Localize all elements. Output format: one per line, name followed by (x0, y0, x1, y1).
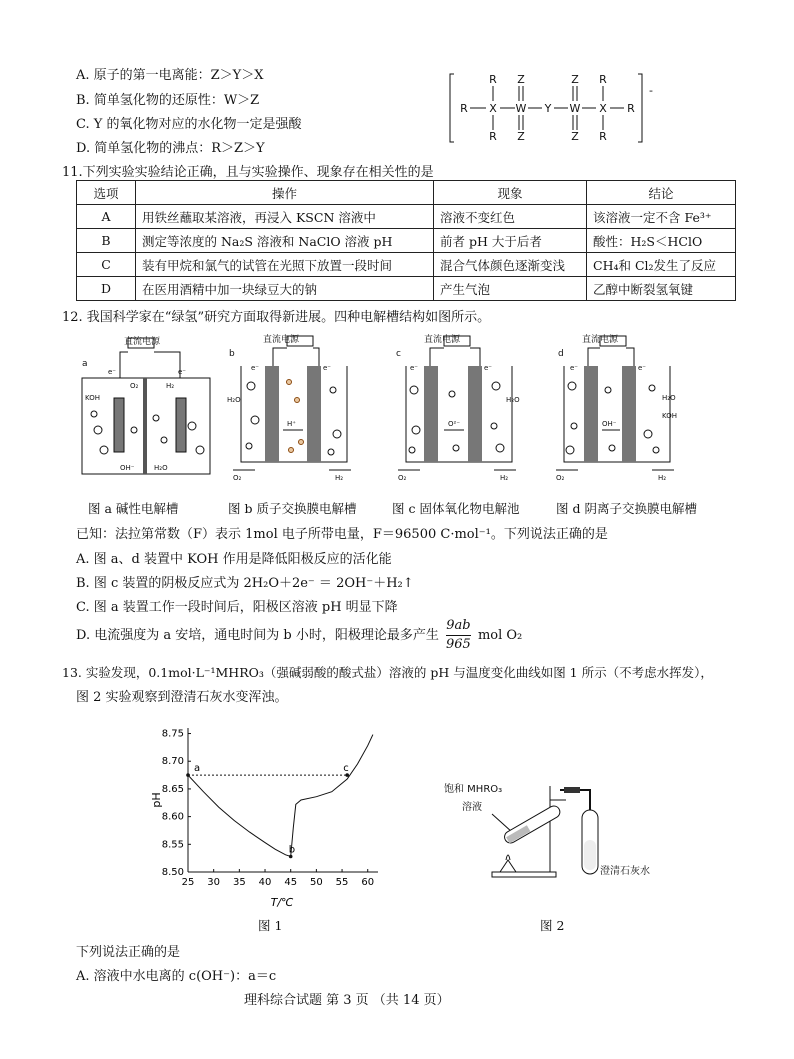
figure-a-alkaline-cell (80, 330, 220, 490)
x-tick-label: 30 (207, 877, 221, 888)
h2o-label: H₂O (154, 464, 168, 472)
atom-z-3: Z (571, 73, 579, 86)
e-label: e⁻ (178, 368, 187, 376)
x-tick-label: 55 (335, 877, 349, 888)
y-tick-label: 8.70 (161, 756, 184, 768)
page-footer: 理科综合试题 第 3 页 （共 14 页） (244, 993, 450, 1008)
q12-option-b: B. 图 c 装置的阴极反应式为 2H₂O＋2e⁻ ＝ 2OH⁻＋H₂↑ (76, 576, 414, 591)
fraction-numerator: 9ab (446, 617, 471, 636)
x-tick-label: 50 (310, 877, 323, 888)
hplus-label: H⁺ (287, 420, 296, 428)
y-tick-label: 8.55 (161, 839, 184, 851)
cell-phenomenon: 前者 pH 大于后者 (434, 229, 587, 253)
cell-operation: 用铁丝蘸取某溶液，再浸入 KSCN 溶液中 (136, 205, 434, 229)
x-tick-label: 60 (361, 877, 375, 888)
cell-option: B (77, 229, 136, 253)
e-label: e⁻ (638, 364, 647, 372)
table-row (77, 253, 736, 277)
power-label: 直流电源 (424, 335, 461, 345)
cell-phenomenon: 混合气体颜色逐渐变浅 (434, 253, 587, 277)
q12-stem: 12. 我国科学家在“绿氢”研究方面取得新进展。四种电解槽结构如图所示。 (62, 310, 491, 325)
x-tick-label: 25 (181, 877, 195, 888)
col-phenomenon: 现象 (434, 181, 587, 205)
cell-conclusion: 该溶液一定不含 Fe³⁺ (587, 205, 736, 229)
h2-label: H₂ (658, 474, 667, 482)
q12-option-a: A. 图 a、d 装置中 KOH 作用是降低阳极反应的活化能 (76, 552, 392, 567)
q13-option-a: A. 溶液中水电离的 c(OH⁻)：a＝c (76, 969, 277, 984)
panel-letter: c (396, 349, 401, 359)
h2-label: H₂ (500, 474, 509, 482)
y-axis-label: pH (150, 792, 163, 808)
koh-label: KOH (85, 394, 100, 402)
figure-1-ph-temperature-chart (150, 720, 390, 910)
atom-w-right: W (569, 102, 581, 115)
e-label: e⁻ (484, 364, 493, 372)
power-label: 直流电源 (263, 335, 300, 345)
q10-option-c: C. Y 的氧化物对应的水化物一定是强酸 (76, 117, 302, 132)
solution-label: 溶液 (462, 802, 482, 813)
atom-r-right: R (627, 102, 635, 115)
x-tick-label: 35 (232, 877, 246, 888)
oh-label: OH⁻ (602, 420, 617, 428)
atom-r-top-right: R (599, 73, 607, 86)
q13-stem-line2: 图 2 实验观察到澄清石灰水变浑浊。 (76, 690, 288, 705)
q12-option-c: C. 图 a 装置工作一段时间后，阳极区溶液 pH 明显下降 (76, 600, 398, 615)
cell-option: D (77, 277, 136, 301)
q10-structure-diagram (446, 68, 666, 148)
h2-label: H₂ (166, 382, 175, 390)
q11-stem: 11.下列实验实验结论正确，且与实验操作、现象存在相关性的是 (62, 165, 434, 180)
col-conclusion: 结论 (587, 181, 736, 205)
charge: - (649, 84, 653, 97)
x-axis-label: T/℃ (270, 896, 294, 909)
h2o-label: H₂O (506, 396, 520, 404)
h2o-label: H₂O (227, 396, 241, 404)
fig1-caption: 图 1 (258, 918, 283, 933)
panel-letter: a (82, 359, 88, 369)
o2-label: O₂ (233, 474, 242, 482)
e-label: e⁻ (251, 364, 260, 372)
ph-curve (188, 735, 373, 857)
table-row (77, 229, 736, 253)
cell-operation: 装有甲烷和氯气的试管在光照下放置一段时间 (136, 253, 434, 277)
table-header-row (77, 181, 736, 205)
e-label: e⁻ (410, 364, 419, 372)
e-label: e⁻ (323, 364, 332, 372)
atom-z-4: Z (571, 130, 579, 143)
o2-label: O₂ (398, 474, 407, 482)
fraction-denominator: 965 (445, 637, 471, 652)
caption-d: 图 d 阴离子交换膜电解槽 (556, 501, 697, 516)
atom-r-bottom-left: R (489, 130, 497, 143)
fraction (446, 617, 471, 654)
atom-x-left: X (489, 102, 497, 115)
o2minus-label: O²⁻ (448, 420, 461, 428)
cell-conclusion: CH₄和 Cl₂发生了反应 (587, 253, 736, 277)
h2o-label: H₂O (662, 394, 676, 402)
caption-c: 图 c 固体氧化物电解池 (392, 501, 520, 516)
panel-letter: d (558, 349, 564, 359)
figure-2-apparatus (440, 780, 680, 890)
q12-option-d-unit: mol O₂ (477, 628, 523, 643)
col-operation: 操作 (136, 181, 434, 205)
o2-label: O₂ (130, 382, 139, 390)
e-label: e⁻ (108, 368, 117, 376)
cell-phenomenon: 溶液不变红色 (434, 205, 587, 229)
q13-question: 下列说法正确的是 (76, 945, 181, 960)
fig2-caption: 图 2 (540, 918, 565, 933)
y-tick-label: 8.65 (161, 783, 184, 795)
figure-b-pem-cell (225, 330, 365, 490)
q12-option-d-text: D. 电流强度为 a 安培，通电时间为 b 小时，阳极理论最多产生 (76, 628, 439, 643)
atom-r-left: R (460, 102, 468, 115)
oh-label: OH⁻ (120, 464, 135, 472)
point-a (186, 773, 190, 777)
figure-d-aem-cell (548, 330, 688, 490)
x-tick-label: 40 (258, 877, 272, 888)
e-label: e⁻ (570, 364, 579, 372)
cell-option: C (77, 253, 136, 277)
salt-label: 饱和 MHRO₃ (444, 784, 503, 795)
figure-c-solid-oxide-cell (390, 330, 530, 490)
cell-option: A (77, 205, 136, 229)
cell-operation: 测定等浓度的 Na₂S 溶液和 NaClO 溶液 pH (136, 229, 434, 253)
table-row (77, 277, 736, 301)
koh-label: KOH (662, 412, 677, 420)
cell-phenomenon: 产生气泡 (434, 277, 587, 301)
point-label-c: c (343, 763, 349, 775)
limewater-label: 澄清石灰水 (600, 866, 650, 877)
x-tick-label: 45 (284, 877, 298, 888)
cell-conclusion: 酸性：H₂S＜HClO (587, 229, 736, 253)
caption-a: 图 a 碱性电解槽 (88, 501, 179, 516)
q12-option-d (76, 617, 522, 654)
atom-r-top-left: R (489, 73, 497, 86)
q10-option-b: B. 简单氢化物的还原性：W＞Z (76, 93, 260, 108)
power-label: 直流电源 (582, 335, 619, 345)
atom-x-right: X (599, 102, 607, 115)
o2-label: O₂ (556, 474, 565, 482)
q11-table (76, 180, 736, 301)
power-label: 直流电源 (124, 337, 161, 347)
q13-stem-line1: 13. 实验发现，0.1mol·L⁻¹MHRO₃（强碱弱酸的酸式盐）溶液的 pH 与温度变化曲线如图 1 所示（不考虑水挥发）， (62, 665, 713, 680)
point-label-a: a (194, 763, 201, 775)
q10-option-a: A. 原子的第一电离能：Z＞Y＞X (76, 68, 264, 83)
panel-letter: b (229, 349, 235, 359)
y-tick-label: 8.50 (161, 867, 184, 878)
atom-w-left: W (515, 102, 527, 115)
table-row (77, 205, 736, 229)
atom-z-2: Z (517, 130, 525, 143)
atom-z-1: Z (517, 73, 525, 86)
q10-option-d: D. 简单氢化物的沸点：R＞Z＞Y (76, 141, 265, 156)
point-label-b: b (288, 844, 296, 856)
h2-label: H₂ (335, 474, 344, 482)
atom-r-bottom-right: R (599, 130, 607, 143)
y-tick-label: 8.60 (161, 811, 184, 823)
cell-operation: 在医用酒精中加一块绿豆大的钠 (136, 277, 434, 301)
atom-y: Y (544, 102, 552, 115)
col-option: 选项 (77, 181, 136, 205)
y-tick-label: 8.75 (161, 728, 184, 740)
q12-known: 已知：法拉第常数（F）表示 1mol 电子所带电量，F＝96500 C·mol⁻¹。下列说法正确的是 (76, 527, 608, 542)
caption-b: 图 b 质子交换膜电解槽 (228, 501, 357, 516)
cell-conclusion: 乙醇中断裂氢氧键 (587, 277, 736, 301)
